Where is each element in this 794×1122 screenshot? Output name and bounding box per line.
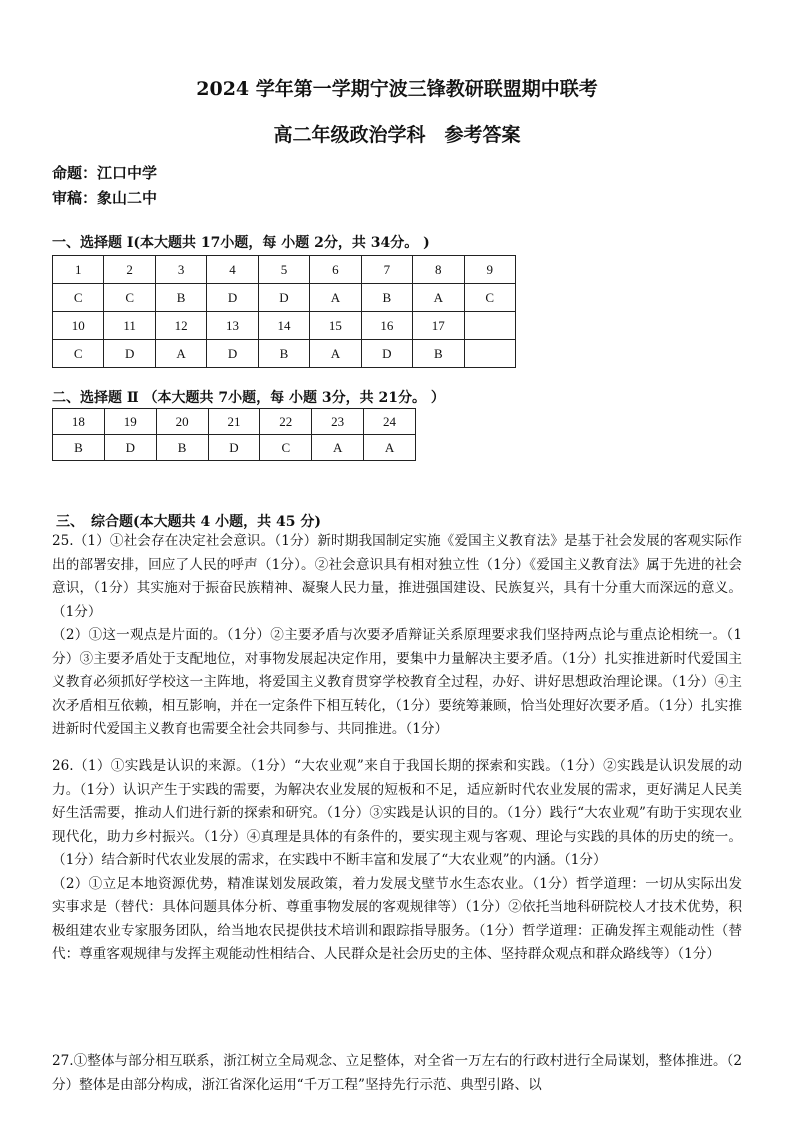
question-27-answer [52, 1050, 742, 1097]
section3-heading: 三、 综合题(本大题共 4 小题，共 45 分) [56, 514, 321, 530]
q26-part2-text: （2）①立足本地资源优势，精准谋划发展政策，着力发展戈壁节水生态农业。（1分）哲学道理：一切从实际出发实事求是（替代：具体问题具体分析、尊重事物发展的客观规律等）（1分）②依托当地科研院校人才技术优势，积极组建农业专家服务团队，给当地农民提供技术培训和跟踪指导服务。（1分）哲学道理：正确发挥主观能动性（替代：尊重客观规律与发挥主观能动性相结合、人民群众是社会历史的主体、坚持群众观点和群众路线等）（1分） [52, 875, 742, 962]
section1-heading: 一、选择题 I(本大题共 17小题，每 小题 2分，共 34分。 ) [52, 235, 430, 251]
table-row [53, 409, 416, 435]
table-cell: A [155, 340, 206, 368]
question-26-answer [52, 755, 742, 967]
table-cell: 11 [104, 312, 155, 340]
table-cell: A [364, 435, 416, 461]
table-cell: D [258, 284, 309, 312]
table-cell: 22 [260, 409, 312, 435]
table-cell: D [208, 435, 260, 461]
exam-title: 2024 学年第一学期宁波三锋教研联盟期中联考 [196, 78, 598, 100]
table-cell: 12 [155, 312, 206, 340]
table-cell: 1 [53, 256, 104, 284]
table-cell: 19 [104, 409, 156, 435]
table-cell: A [312, 435, 364, 461]
table-cell: 21 [208, 409, 260, 435]
table-row [53, 312, 516, 340]
q27-text: 27.①整体与部分相互联系，浙江树立全局观念、立足整体，对全省一万左右的行政村进行全局谋划，整体推进。（2分）整体是由部分构成，浙江省深化运用“千万工程”坚持先行示范、典型引路、以 [52, 1053, 742, 1093]
author-line: 命题：江口中学 [52, 164, 158, 182]
table-cell: 7 [361, 256, 412, 284]
table-cell: D [207, 284, 258, 312]
table-cell [464, 340, 516, 368]
q25-part2-text: （2）①这一观点是片面的。（1分）②主要矛盾与次要矛盾辩证关系原理要求我们坚持两点论与重点论相统一。（1分）③主要矛盾处于支配地位，对事物发展起决定作用，要集中力量解决主要矛盾。（1分）扎实推进新时代爱国主义教育必须抓好学校这一主阵地，将爱国主义教育贯穿学校教育全过程，办好、讲好思想政治理论课。（1分）④主次矛盾相互依赖，相互影响，并在一定条件下相互转化，（1分）要统筹兼顾，恰当处理好次要矛盾。（1分）扎实推进新时代爱国主义教育也需要全社会共同参与、共同推进。（1分） [52, 627, 742, 737]
table-cell: 6 [310, 256, 361, 284]
table-row [53, 284, 516, 312]
table-cell: B [155, 284, 206, 312]
table-cell: 14 [258, 312, 309, 340]
table-cell: C [53, 340, 104, 368]
section2-answer-table [52, 408, 416, 461]
table-cell: 23 [312, 409, 364, 435]
table-cell: 2 [104, 256, 155, 284]
table-cell: A [310, 284, 361, 312]
table-cell: D [207, 340, 258, 368]
table-cell: 24 [364, 409, 416, 435]
table-cell: C [104, 284, 155, 312]
table-cell: D [361, 340, 412, 368]
table-cell: B [53, 435, 105, 461]
reviewer-line: 审稿：象山二中 [52, 189, 158, 207]
table-cell: D [104, 435, 156, 461]
table-cell: 18 [53, 409, 105, 435]
table-cell: D [104, 340, 155, 368]
table-cell: C [464, 284, 516, 312]
table-row [53, 256, 516, 284]
table-cell: C [260, 435, 312, 461]
table-cell: 16 [361, 312, 412, 340]
table-cell: B [361, 284, 412, 312]
table-cell: A [310, 340, 361, 368]
table-cell: 10 [53, 312, 104, 340]
table-cell: 15 [310, 312, 361, 340]
table-cell: B [413, 340, 464, 368]
section1-answer-table [52, 255, 516, 368]
table-row [53, 435, 416, 461]
q26-part1-text: 26.（1）①实践是认识的来源。（1分）“大农业观”来自于我国长期的探索和实践。（1分）②实践是认识发展的动力。（1分）认识产生于实践的需要，为解决农业发展的短板和不足，适应新时代农业发展的需求，更好满足人民美好生活需要，推动人们进行新的探索和研究。（1分）③实践是认识的目的。（1分）践行“大农业观”有助于实现农业现代化，助力乡村振兴。（1分）④真理是具体的有条件的，要实现主观与客观、理论与实践的具体的历史的统一。（1分）结合新时代农业发展的需求，在实践中不断丰富和发展了“大农业观”的内涵。（1分） [52, 758, 742, 868]
question-25-answer [52, 530, 742, 742]
table-cell: 13 [207, 312, 258, 340]
table-row [53, 340, 516, 368]
section2-heading: 二、选择题 Ⅱ （本大题共 7小题，每 小题 3分，共 21分。 ） [52, 390, 445, 406]
table-cell: 9 [464, 256, 516, 284]
table-cell [464, 312, 516, 340]
table-cell: 4 [207, 256, 258, 284]
table-cell: B [156, 435, 208, 461]
table-cell: A [413, 284, 464, 312]
exam-subtitle: 高二年级政治学科 参考答案 [273, 124, 521, 146]
table-cell: 17 [413, 312, 464, 340]
table-cell: 3 [155, 256, 206, 284]
table-cell: 8 [413, 256, 464, 284]
q25-part1-text: 25.（1）①社会存在决定社会意识。（1分）新时期我国制定实施《爱国主义教育法》是基于社会发展的客观实际作出的部署安排，回应了人民的呼声（1分）。②社会意识具有相对独立性（1分）《爱国主义教育法》属于先进的社会意识，（1分）其实施对于振奋民族精神、凝聚人民力量，推进强国建设、民族复兴，具有十分重大而深远的意义。（1分） [52, 533, 742, 620]
table-cell: C [53, 284, 104, 312]
table-cell: B [258, 340, 309, 368]
table-cell: 5 [258, 256, 309, 284]
table-cell: 20 [156, 409, 208, 435]
